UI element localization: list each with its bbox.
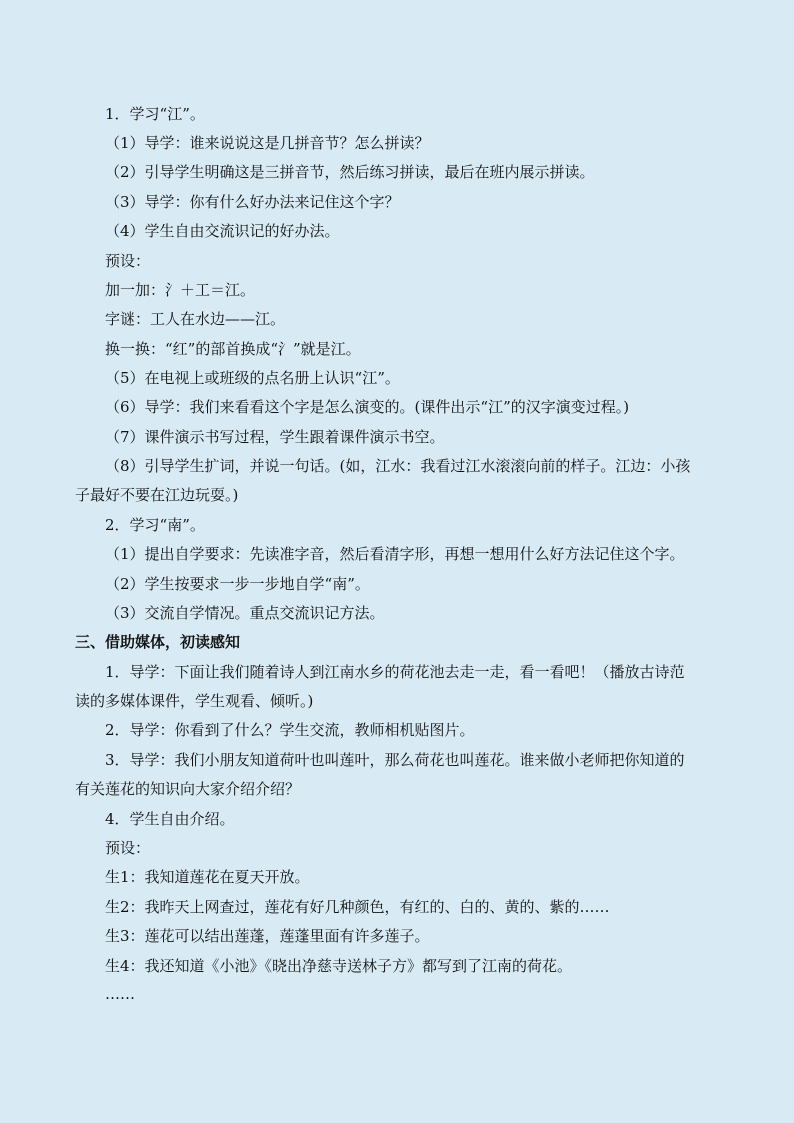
text-line: 预设： — [105, 839, 151, 857]
text-line: （3）导学：你有什么好办法来记住这个字？ — [105, 193, 400, 211]
text-line: 1．学习“江”。 — [105, 105, 205, 123]
text-line: 生3：莲花可以结出莲蓬，莲蓬里面有许多莲子。 — [105, 927, 430, 945]
text-line: （3）交流自学情况。重点交流识记方法。 — [105, 604, 385, 622]
text-line: （1）导学：谁来说说这是几拼音节？怎么拼读？ — [105, 134, 430, 152]
text-line: （4）学生自由交流识记的好办法。 — [105, 222, 340, 240]
text-line: 有关莲花的知识向大家介绍介绍？ — [75, 780, 301, 798]
text-line: 1．导学：下面让我们随着诗人到江南水乡的荷花池去走一走，看一看吧！（播放古诗范 — [105, 663, 685, 681]
text-line: 加一加：氵＋工＝江。 — [105, 281, 256, 299]
ellipsis-line: …… — [105, 985, 135, 1003]
text-line: 预设： — [105, 252, 151, 270]
text-line: 读的多媒体课件，学生观看、倾听。) — [75, 692, 314, 710]
text-line: （2）引导学生明确这是三拼音节，然后练习拼读，最后在班内展示拼读。 — [105, 163, 595, 181]
text-line: 2．学习“南”。 — [105, 516, 205, 534]
text-line: 生1：我知道莲花在夏天开放。 — [105, 868, 310, 886]
text-line: 字谜：工人在水边——江。 — [105, 310, 286, 328]
text-line: （8）引导学生扩词，并说一句话。(如，江水：我看过江水滚滚向前的样子。江边：小孩 — [105, 457, 691, 475]
text-line: （6）导学：我们来看看这个字是怎么演变的。(课件出示“江”的汉字演变过程。) — [105, 398, 630, 416]
text-line: 生4：我还知道《小池》《晓出净慈寺送林子方》都写到了江南的荷花。 — [105, 957, 573, 975]
text-line: 子最好不要在江边玩耍。) — [75, 486, 239, 504]
text-line: （1）提出自学要求：先读准字音，然后看清字形，再想一想用什么好方法记住这个字。 — [105, 545, 685, 563]
text-line: 换一换：“红”的部首换成“氵”就是江。 — [105, 340, 361, 358]
text-line: 4．学生自由介绍。 — [105, 810, 235, 828]
text-line: 2．导学：你看到了什么？学生交流，教师相机贴图片。 — [105, 721, 475, 739]
text-line: （7）课件演示书写过程，学生跟着课件演示书空。 — [105, 428, 445, 446]
text-line: 3．导学：我们小朋友知道荷叶也叫莲叶，那么荷花也叫莲花。谁来做小老师把你知道的 — [105, 751, 685, 769]
text-line: 生2：我昨天上网查过，莲花有好几种颜色，有红的、白的、黄的、紫的…… — [105, 898, 610, 916]
text-line: （5）在电视上或班级的点名册上认识“江”。 — [105, 369, 400, 387]
text-line: （2）学生按要求一步一步地自学“南”。 — [105, 575, 370, 593]
section-heading: 三、借助媒体，初读感知 — [75, 633, 241, 651]
